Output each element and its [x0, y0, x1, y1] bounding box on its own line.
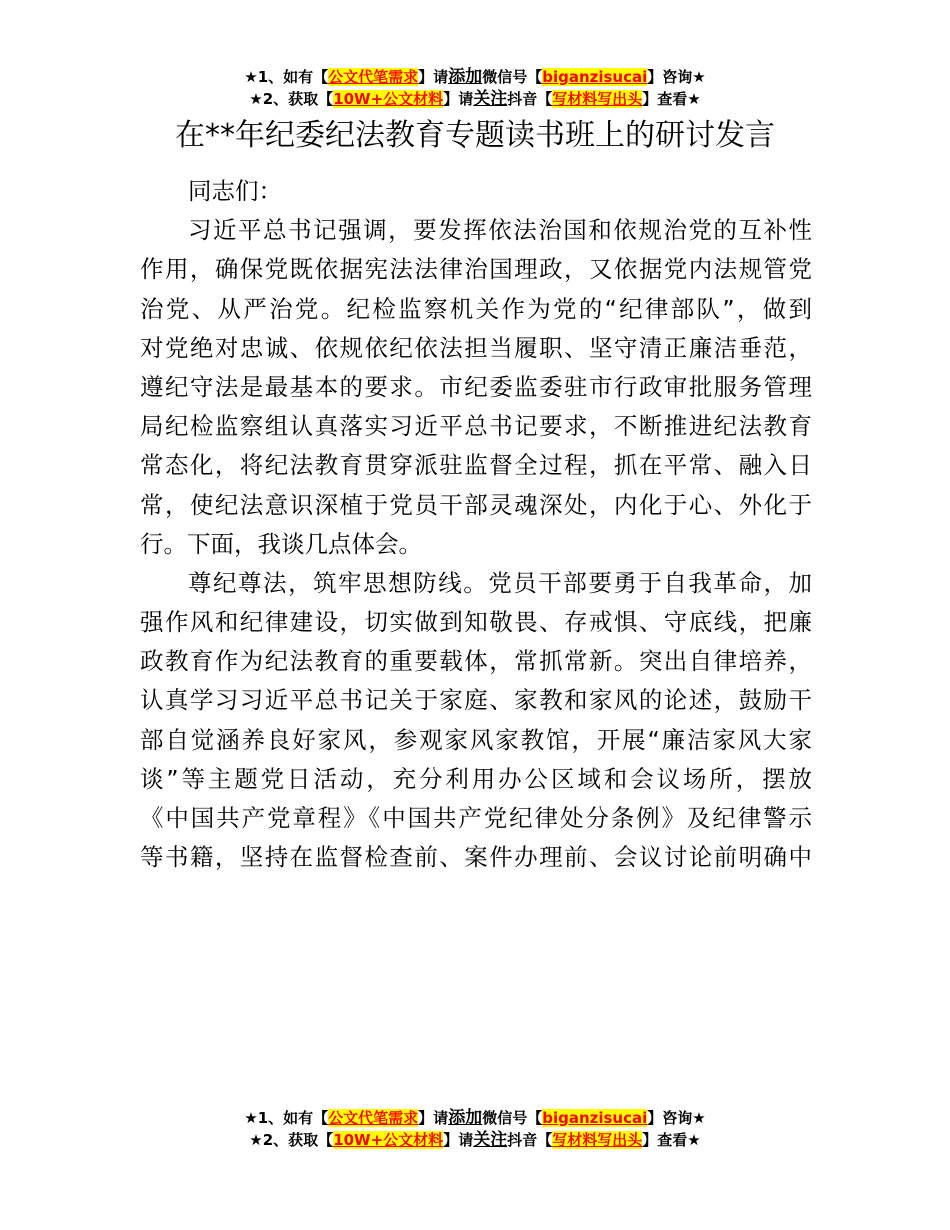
paragraph-line: 治党、从严治党。纪检监察机关作为党的“纪律部队”，做到 [140, 294, 812, 323]
banner-text: 】咨询★ [647, 68, 706, 86]
banner-text: ★2、获取【 [249, 1131, 334, 1149]
banner-wechat-id: biganzisucai [542, 68, 648, 86]
banner-text: 微信号【 [482, 1109, 543, 1127]
paragraph-line: 部自觉涵养良好家风，参观家风家教馆，开展“廉洁家风大家 [140, 725, 812, 754]
paragraph-line: 局纪检监察组认真落实习近平总书记要求，不断推进纪法教育 [140, 412, 812, 441]
paragraph-line: 行。下面，我谈几点体会。 [140, 529, 422, 558]
banner-text: 】请 [443, 1131, 474, 1149]
paragraph-line: 遵纪守法是最基本的要求。市纪委监委驻市行政审批服务管理 [140, 372, 812, 401]
document-title: 在**年纪委纪法教育专题读书班上的研讨发言 [175, 118, 775, 153]
banner-highlight: 写材料写出头 [552, 90, 643, 108]
paragraph-line: 常，使纪法意识深植于党员干部灵魂深处，内化于心、外化于 [140, 490, 812, 519]
banner-highlight: 10W+公文材料 [333, 1131, 444, 1149]
paragraph-line: 政教育作为纪法教育的重要载体，常抓常新。突出自律培养， [140, 647, 812, 676]
banner-line-1 [0, 66, 950, 88]
banner-text: 】咨询★ [647, 1109, 706, 1127]
banner-text: 】查看★ [642, 90, 701, 108]
banner-text: ★2、获取【 [249, 90, 334, 108]
paragraph-line: 谈”等主题党日活动，充分利用办公区域和会议场所，摆放 [140, 764, 812, 793]
banner-wechat-id: biganzisucai [542, 1109, 648, 1127]
footer-banner [0, 1107, 950, 1151]
banner-highlight: 公文代笔需求 [328, 1109, 419, 1127]
banner-emphasis: 添加 [448, 67, 483, 87]
salutation: 同志们： [188, 177, 282, 205]
banner-line-2 [0, 1129, 950, 1151]
banner-emphasis: 添加 [448, 1108, 483, 1128]
paragraph-line: 常态化，将纪法教育贯穿派驻监督全过程，抓在平常、融入日 [140, 451, 812, 480]
paragraph-line: 习近平总书记强调，要发挥依法治国和依规治党的互补性 [188, 216, 812, 245]
paragraph-line: 作用，确保党既依据宪法法律治国理政，又依据党内法规管党 [140, 255, 812, 284]
paragraph-line: 等书籍，坚持在监督检查前、案件办理前、会议讨论前明确中 [140, 843, 812, 872]
paragraph-line: 《中国共产党章程》《中国共产党纪律处分条例》及纪律警示 [140, 804, 812, 832]
banner-text: 】请 [443, 90, 474, 108]
paragraph-line: 强作风和纪律建设，切实做到知敬畏、存戒惧、守底线，把廉 [140, 608, 812, 637]
banner-highlight: 写材料写出头 [552, 1131, 643, 1149]
banner-highlight: 公文代笔需求 [328, 68, 419, 86]
paragraph [140, 564, 812, 878]
banner-text: ★1、如有【 [244, 68, 329, 86]
banner-emphasis: 关注 [473, 1130, 508, 1150]
paragraph-line: 认真学习习近平总书记关于家庭、家教和家风的论述，鼓励干 [140, 686, 812, 715]
banner-text: 】查看★ [642, 1131, 701, 1149]
banner-text: 抖音【 [507, 90, 553, 108]
banner-text: 】请 [418, 68, 449, 86]
header-banner [0, 66, 950, 110]
paragraph-line: 尊纪尊法，筑牢思想防线。党员干部要勇于自我革命，加 [188, 568, 812, 597]
banner-emphasis: 关注 [473, 89, 508, 109]
banner-line-2 [0, 88, 950, 110]
paragraph-line: 对党绝对忠诚、依规依纪依法担当履职、坚守清正廉洁垂范， [140, 333, 812, 362]
banner-line-1 [0, 1107, 950, 1129]
banner-text: ★1、如有【 [244, 1109, 329, 1127]
paragraph [140, 211, 812, 564]
document-body [140, 172, 812, 877]
banner-text: 】请 [418, 1109, 449, 1127]
banner-highlight: 10W+公文材料 [333, 90, 444, 108]
banner-text: 抖音【 [507, 1131, 553, 1149]
banner-text: 微信号【 [482, 68, 543, 86]
paragraphs [140, 211, 812, 877]
